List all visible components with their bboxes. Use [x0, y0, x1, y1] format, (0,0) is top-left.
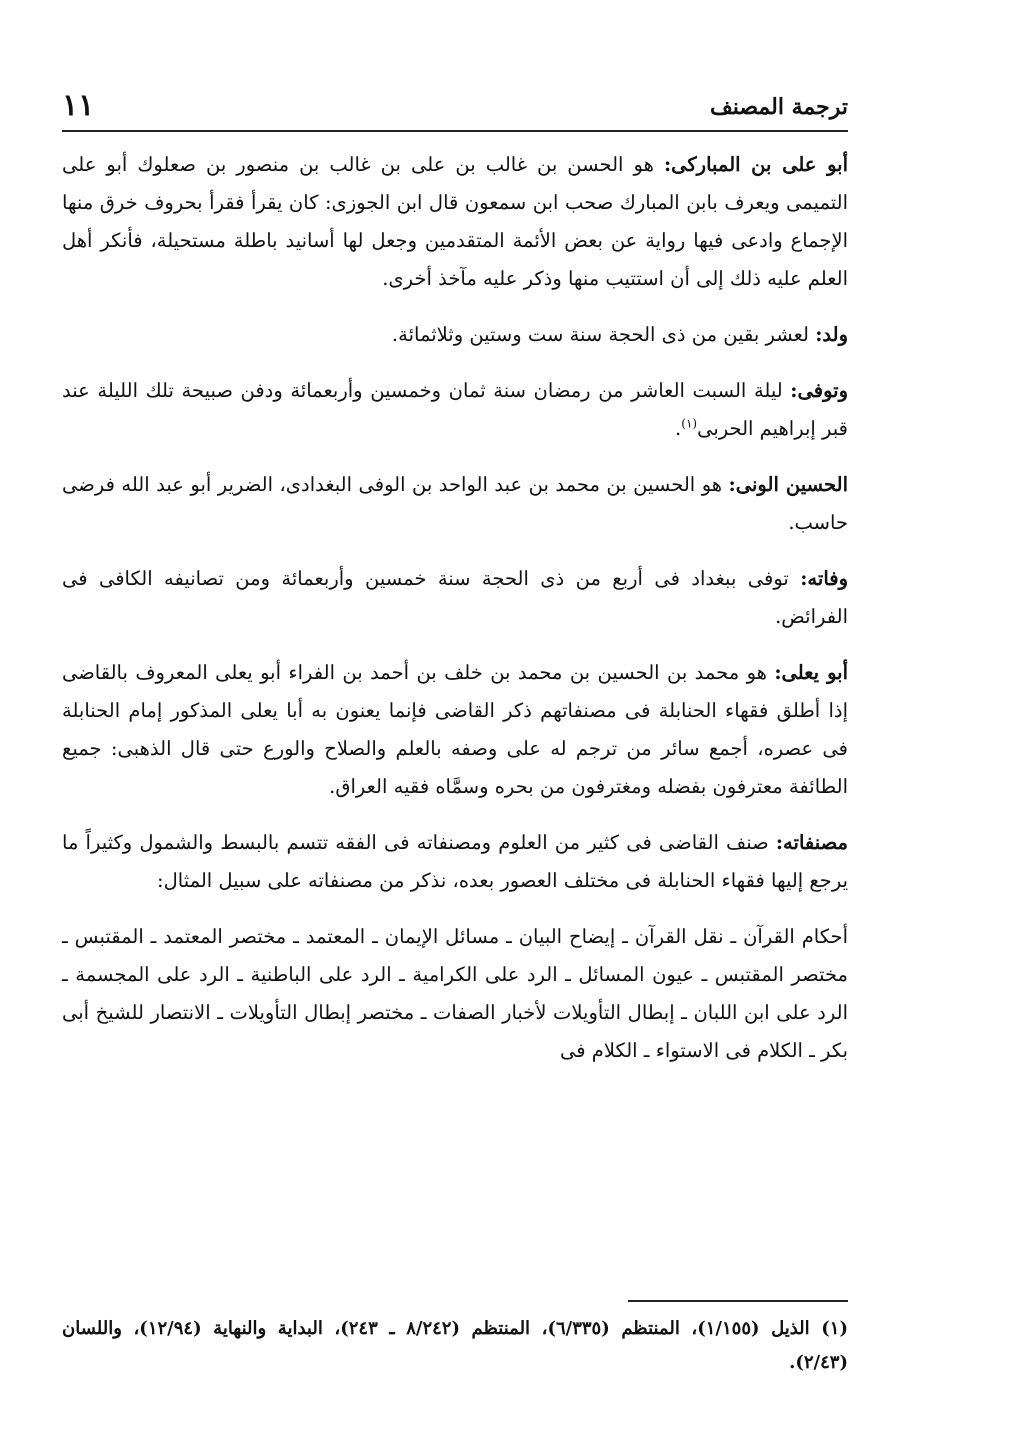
paragraph-works-list	[62, 918, 848, 1070]
paragraph-lead: الحسين الونى:	[728, 473, 849, 496]
footnote: (١) الذيل (١/١٥٥)، المنتظم (٦/٣٣٥)، المنتظم (٨/٢٤٢ ـ ٢٤٣)، البداية والنهاية (١٢/٩٤)، واللسان (٢/٤٣).	[62, 1318, 848, 1373]
paragraph-abu-yala	[62, 654, 848, 806]
paragraph-text: هو الحسن بن غالب بن على بن غالب بن منصور بن صعلوك أبو على التميمى ويعرف بابن المبارك صحب ابن سمعون قال ابن الجوزى: كان يقرأ فقرأ بحروف خرق منها الإجماع وادعى فيها رواية عن بعض الأئمة المتقدمين وجعل لها أسانيد باطلة مستحيلة، فأنكر أهل العلم عليه ذلك إلى أن استتيب منها وذكر عليه مآخذ أخرى.	[62, 153, 848, 290]
paragraph-husayn-wani	[62, 466, 848, 542]
main-text	[62, 146, 848, 1088]
paragraph-birth	[62, 316, 848, 354]
paragraph-text: هو الحسين بن محمد بن عبد الواحد بن الوفى البغدادى، الضرير أبو عبد الله فرضى حاسب.	[62, 473, 848, 534]
running-header	[62, 88, 848, 128]
paragraph-lead: مصنفاته:	[775, 831, 848, 854]
paragraph-text: ليلة السبت العاشر من رمضان سنة ثمان وخمسين وأربعمائة ودفن صبيحة تلك الليلة عند قبر إبراهيم الحربى	[62, 379, 848, 440]
footnote-marker[interactable]: (١)	[681, 416, 698, 431]
paragraph-works	[62, 824, 848, 900]
running-title: ترجمة المصنف	[709, 94, 848, 120]
paragraph-lead: وفاته:	[800, 567, 848, 590]
paragraph-text: لعشر بقين من ذى الحجة سنة ست وستين وثلاثمائة.	[391, 323, 816, 346]
paragraph-text: هو محمد بن الحسين بن محمد بن خلف بن أحمد بن الفراء أبو يعلى المعروف بالقاضى إذا أطلق فقهاء الحنابلة فى مصنفاتهم ذكر القاضى فإنما يعنون به أبا يعلى المذكور إمام الحنابلة فى عصره، أجمع سائر من ترجم له على وصفه بالعلم والصلاح والورع حتى قال الذهبى: جميع الطائفة معترفون بفضله ومغترفون من بحره وسمَّاه فقيه العراق.	[62, 661, 848, 798]
paragraph-lead: أبو على بن المباركى:	[663, 153, 848, 176]
paragraph-lead: وتوفى:	[790, 379, 848, 402]
paragraph-wafatuhu	[62, 560, 848, 636]
paragraph-text: أحكام القرآن ـ نقل القرآن ـ إيضاح البيان ـ مسائل الإيمان ـ المعتمد ـ مختصر المعتمد ـ المقتبس ـ مختصر المقتبس ـ عيون المسائل ـ الرد على الكرامية ـ الرد على الباطنية ـ الرد على المجسمة ـ الرد على ابن اللبان ـ إبطال التأويلات لأخبار الصفات ـ مختصر إبطال التأويلات ـ الانتصار للشيخ أبى بكر ـ الكلام فى الاستواء ـ الكلام فى	[62, 925, 848, 1062]
header-rule	[62, 130, 848, 132]
footnote-rule	[628, 1300, 848, 1302]
paragraph-ibn-mubaraki	[62, 146, 848, 298]
paragraph-lead: ولد:	[815, 323, 848, 346]
paragraph-lead: أبو يعلى:	[774, 661, 848, 684]
paragraph-text: صنف القاضى فى كثير من العلوم ومصنفاته فى الفقه تتسم بالبسط والشمول وكثيراً ما يرجع إليها فقهاء الحنابلة فى مختلف العصور بعده، نذكر من مصنفاته على سبيل المثال:	[62, 831, 848, 892]
paragraph-text: توفى ببغداد فى أربع من ذى الحجة سنة خمسين وأربعمائة ومن تصانيفه الكافى فى الفرائض.	[62, 567, 848, 628]
paragraph-death	[62, 372, 848, 448]
page-number: ١١	[62, 88, 95, 123]
paragraph-tail: .	[675, 417, 682, 440]
